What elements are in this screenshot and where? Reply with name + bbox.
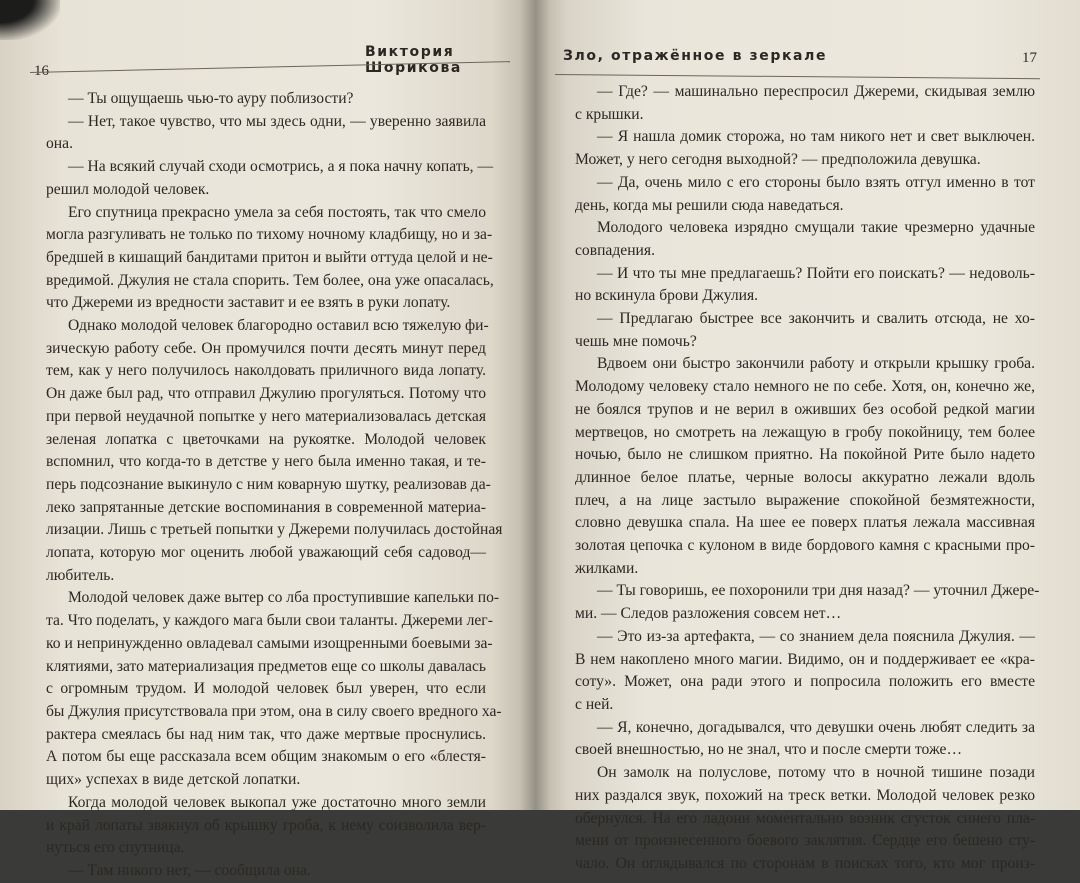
text-line: Молодого человека изрядно смущали такие чрезмерно удачные	[597, 219, 1035, 237]
text-line: ночью, было не слишком приятно. На покойной Рите было надето	[575, 446, 1035, 464]
left-page-body	[46, 88, 503, 883]
text-line: бредшей в кишащий бандитами притон и выйти оттуда целой и не-	[46, 248, 493, 266]
text-line: — Я нашла домик сторожа, но там никого нет и свет выключен.	[597, 128, 1035, 146]
right-head-rule	[555, 74, 1040, 79]
right-page-body	[575, 81, 1040, 876]
text-line: — Предлагаю быстрее все закончить и свалить отсюда, не хо-	[597, 310, 1035, 328]
text-line: А потом бы еще рассказала всем общим знакомым о его «блестя-	[46, 748, 486, 766]
text-line: вредимой. Джулия не стала спорить. Тем более, она уже опасалась,	[46, 271, 494, 289]
text-line: любитель.	[46, 566, 115, 584]
text-line: тем, как у него получилось наколдовать приличного вида лопату.	[46, 362, 486, 380]
text-line: — Ты ощущаешь чью-то ауру поблизости?	[68, 90, 354, 107]
text-line: перь подсознание выкинуло с ним коварную шутку, реализовав да-	[46, 475, 491, 493]
right-running-head: Зло, отражённое в зеркале	[563, 48, 828, 64]
text-line: могла разгуливать не только по тихому ночному кладбищу, но и за-	[46, 226, 493, 244]
text-line: она.	[46, 135, 73, 153]
text-line: чешь мне помочь?	[575, 332, 697, 350]
text-line: чало. Он оглядывался по сторонам в поисках того, кто мог произ-	[575, 854, 1035, 872]
text-line: Вдвоем они быстро закончили работу и открыли крышку гроба.	[597, 355, 1035, 373]
text-line: леко запрятанные детские воспоминания в современной материа-	[46, 498, 486, 516]
text-line: та. Что поделать, у каждого мага были свои таланты. Джереми лег-	[46, 612, 493, 630]
text-line: В нем накоплено много магии. Видимо, он и поддерживает ее «кра-	[575, 650, 1035, 668]
right-page	[535, 0, 1080, 872]
text-line: соту». Может, она ради этого и попросила положить его вместе	[575, 673, 1035, 691]
text-line: и край лопаты звякнул об крышку гроба, к нему соизволила вер-	[46, 816, 486, 834]
text-line: Он замолк на полуслове, потому что в ночной тишине позади	[597, 764, 1035, 782]
text-line: бы Джулия присутствовала при этом, она в силу своего вредного ха-	[46, 702, 502, 720]
text-line: но вскинула брови Джулия.	[575, 287, 759, 305]
text-line: щих» успехах в виде детской лопатки.	[46, 771, 301, 789]
text-line: мертвецов, но смотреть на лежащую в гробу покойницу, тем более	[575, 423, 1035, 441]
left-running-head: Виктория Шорикова	[365, 44, 462, 76]
text-line: — Ты говоришь, ее похоронили три дня назад? — уточнил Джере-	[597, 582, 1040, 600]
text-line: что Джереми из вредности заставит и ее взять в руки лопату.	[46, 294, 451, 312]
text-line: день, когда мы решили сюда наведаться.	[575, 196, 844, 214]
text-line: Однако молодой человек благородно оставил всю тяжелую фи-	[68, 317, 489, 335]
text-line: зеленая лопатка с цветочками на рукоятке. Молодой человек	[46, 430, 486, 448]
text-line: с огромным трудом. И молодой человек был уверен, что если	[46, 680, 486, 698]
text-line: совпадения.	[575, 241, 655, 259]
text-line: мени от произнесенного боевого заклятия. Сердце его бешено сту-	[575, 832, 1035, 850]
left-page	[0, 0, 535, 879]
text-line: жилками.	[575, 559, 639, 577]
text-line: — Да, очень мило с его стороны было взять отгул именно в тот	[597, 173, 1035, 191]
text-line: не боялся трупов и не верил в оживших без особой редкой магии	[575, 400, 1035, 418]
text-line: золотая цепочка с кулоном в виде бордового камня с красными про-	[575, 537, 1035, 555]
text-line: словно девушка спала. На шее ее поверх платья лежала массивная	[575, 514, 1035, 532]
right-page-number: 17	[1022, 50, 1037, 66]
text-line: — Нет, такое чувство, что мы здесь одни, — уверенно заявила	[68, 112, 486, 130]
text-line: своей внешностью, но не знал, что и после смерти тоже…	[575, 741, 963, 759]
text-line: Молодой человек даже вытер со лба проступившие капельки по-	[68, 589, 500, 607]
text-line: Молодому человеку стало немного не по себе. Хотя, он, конечно же,	[575, 378, 1035, 396]
text-line: — На всякий случай сходи осмотрись, а я пока начну копать, —	[68, 158, 494, 176]
text-line: плеч, а на лице застыло выражение спокойной безмятежности,	[575, 491, 1035, 509]
text-line: них раздался звук, похожий на треск ветки. Молодой человек резко	[575, 786, 1035, 804]
text-line: решил молодой человек.	[46, 180, 210, 198]
text-line: лизации. Лишь с третьей попытки у Джереми получилась достойная	[46, 521, 503, 539]
text-line: Может, у него сегодня выходной? — предположила девушка.	[575, 151, 981, 169]
text-line: — Там никого нет, — сообщила она.	[68, 861, 311, 879]
text-line: ми. — Следов разложения совсем нет…	[575, 605, 842, 623]
text-line: лопата, которую мог оценить любой уважающий себя садовод—	[46, 544, 486, 562]
text-line: длинное белое платье, черные волосы аккуратно лежали вдоль	[575, 468, 1035, 486]
text-line: с крышки.	[575, 105, 644, 123]
text-line: — И что ты мне предлагаешь? Пойти его поискать? — недоволь-	[597, 264, 1035, 282]
page-corner-shadow	[0, 0, 60, 40]
text-line: рактера смеялась бы над ним так, что даже мертвые проснулись.	[46, 725, 486, 743]
text-line: ко и непринужденно овладевал самыми изощренными боевыми за-	[46, 634, 493, 652]
text-line: Он даже был рад, что отправил Джулию прогуляться. Потому что	[46, 385, 486, 403]
text-line: — Я, конечно, догадывался, что девушки очень любят следить за	[597, 718, 1035, 736]
text-line: обернулся. На его ладони моментально возник сгусток синего пла-	[575, 809, 1035, 827]
text-line: клятиями, зато материализация предметов еще со школы давалась	[46, 657, 486, 675]
text-line: при первой неудачной попытке у него материализовалась детская	[46, 407, 486, 425]
text-line: с ней.	[575, 695, 614, 713]
text-line: Когда молодой человек выкопал уже достаточно много земли	[68, 793, 486, 811]
text-line: нуться его спутница.	[46, 839, 185, 857]
text-line: — Где? — машинально переспросил Джереми, скидывая землю	[597, 83, 1035, 100]
text-line: — Это из-за артефакта, — со знанием дела пояснила Джулия. —	[597, 627, 1035, 645]
text-line: Его спутница прекрасно умела за себя постоять, так что смело	[68, 203, 486, 221]
text-line: вспомнил, что когда-то в детстве у него была именно такая, и те-	[46, 453, 486, 471]
text-line: зическую работу себе. Он промучился почти десять минут перед	[46, 339, 486, 357]
